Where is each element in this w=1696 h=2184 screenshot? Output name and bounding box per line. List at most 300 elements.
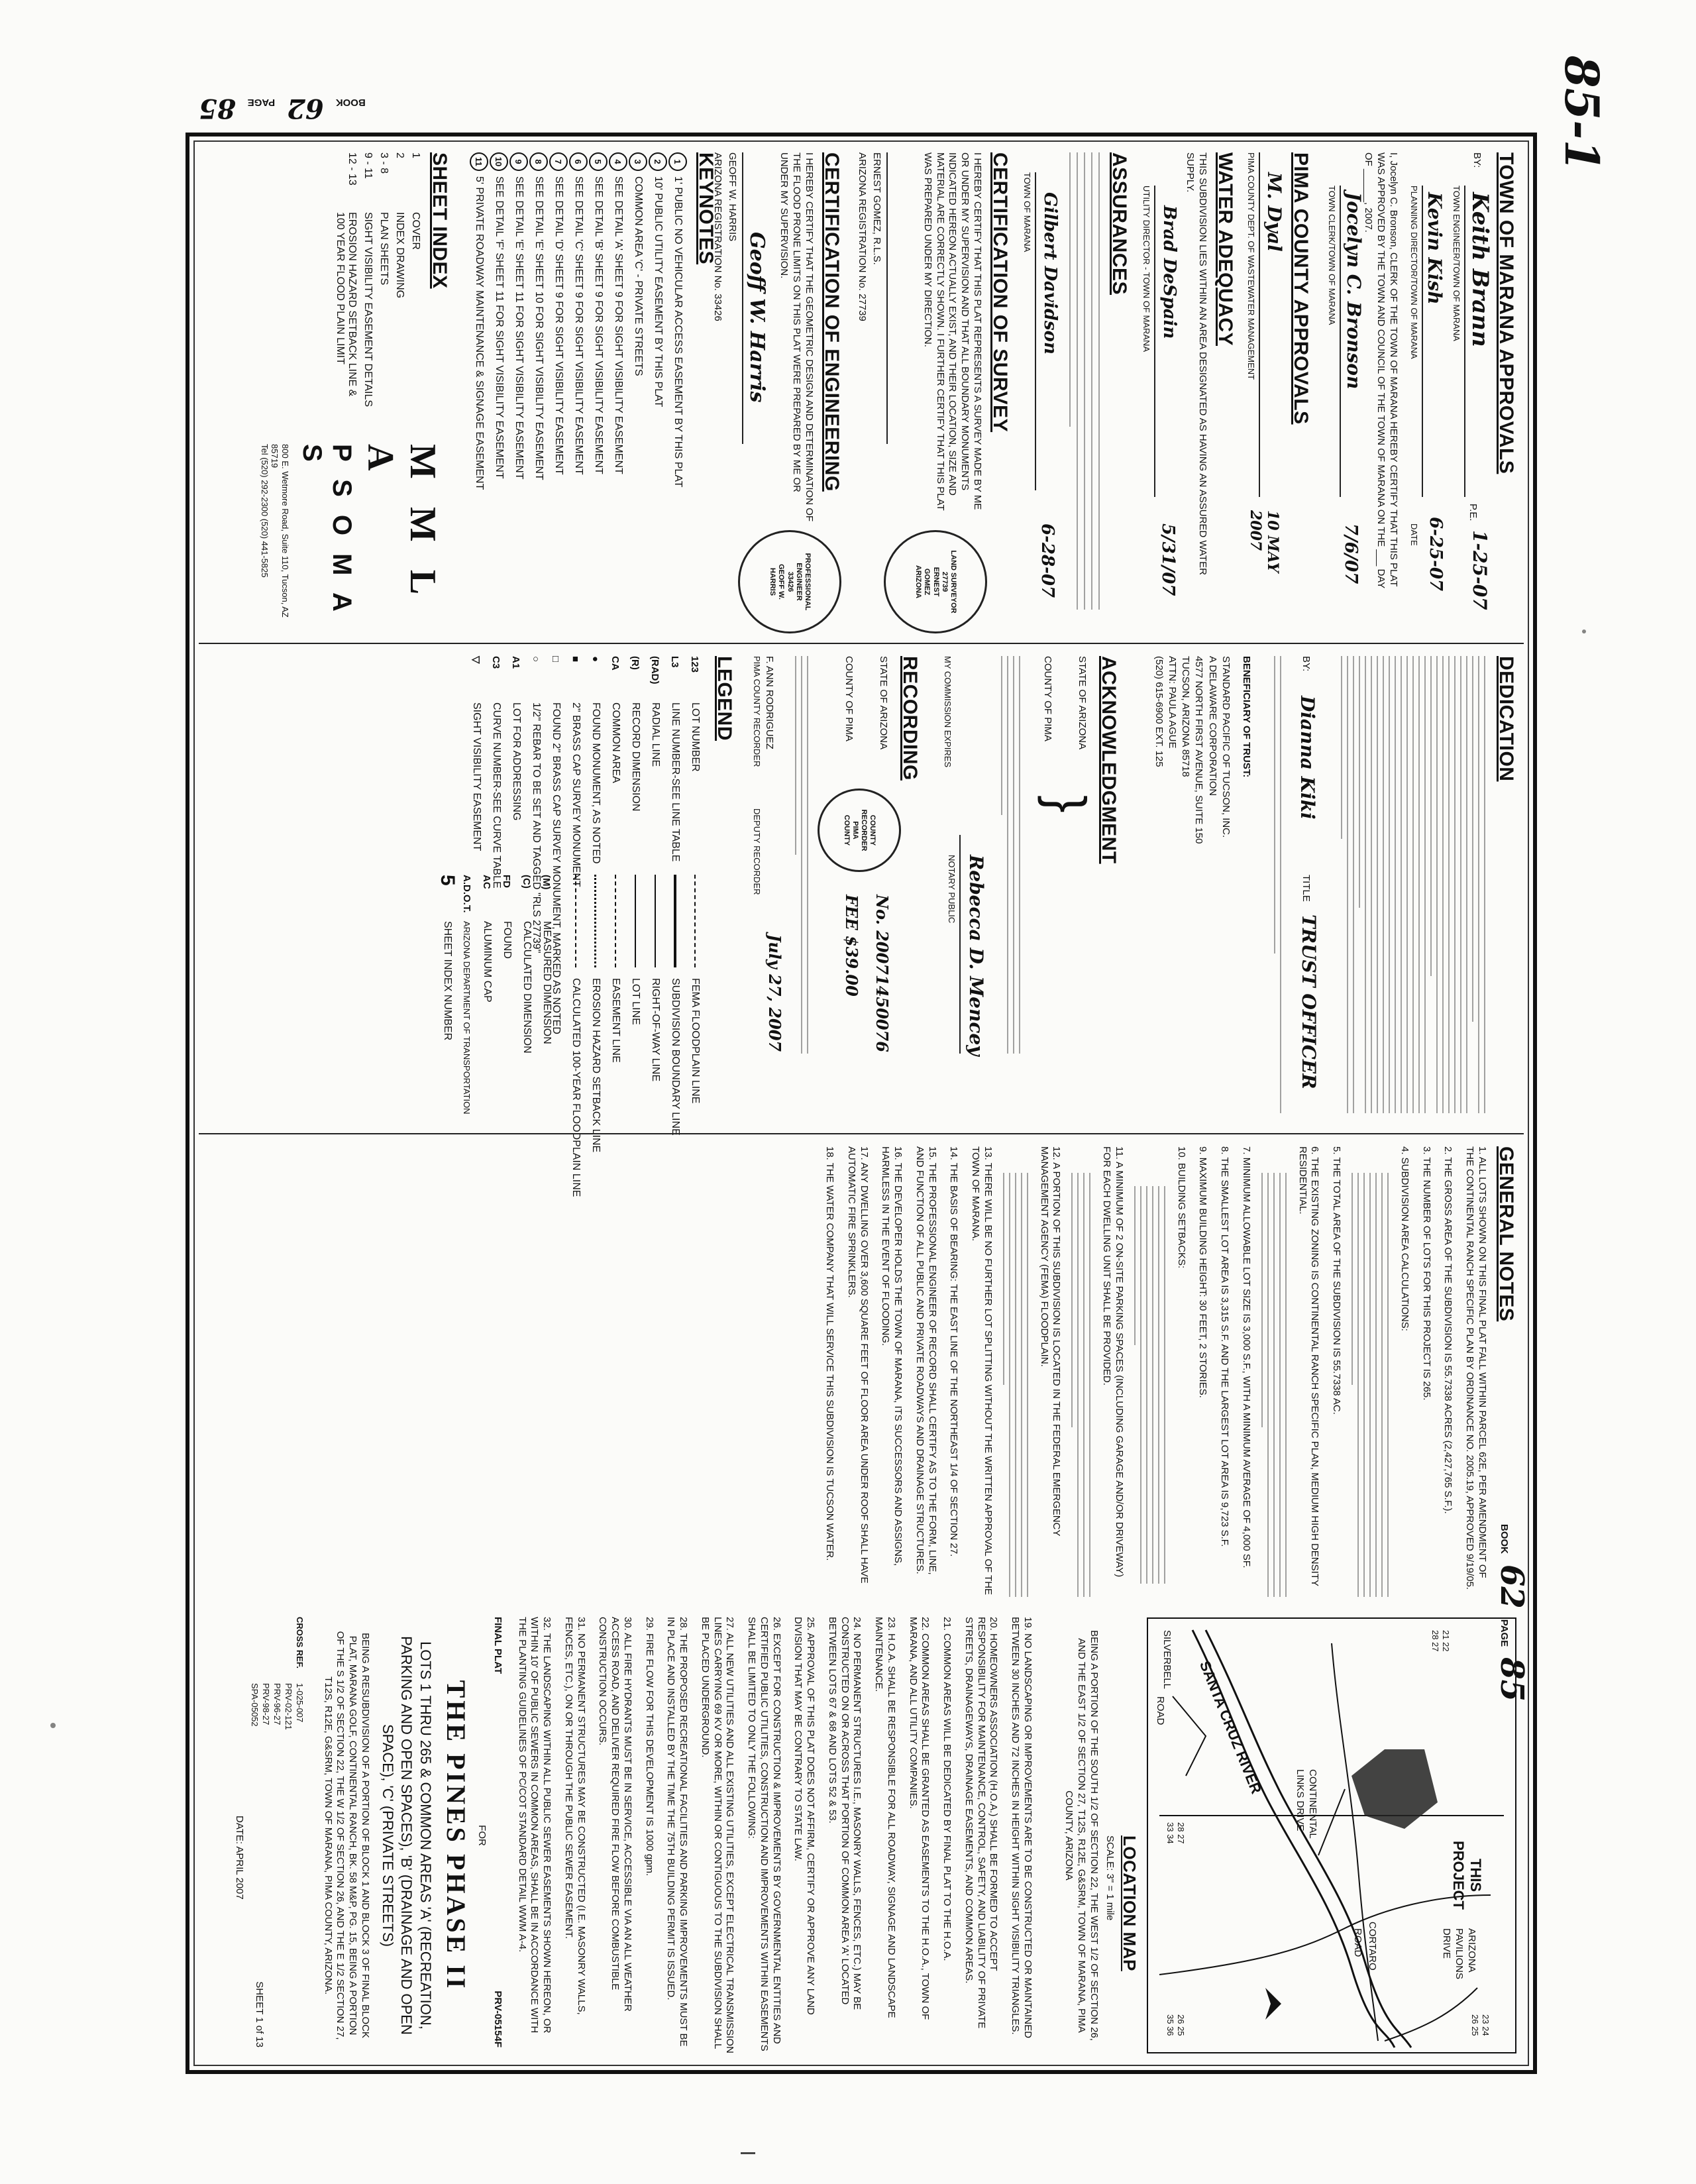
legend-symbol: ● [590,656,602,663]
legend-abbr-desc: ARIZONA DEPARTMENT OF TRANSPORTATION [462,921,472,1115]
beneficiary-line: (520) 615-6900 EXT. 125 [1153,656,1165,767]
legend-line-row [625,875,645,1126]
scan-speck [1582,629,1586,633]
legend-abbr: FD [501,875,513,888]
keynote-item [489,152,509,629]
legend-line-row [606,875,625,1126]
sig-line [1464,186,1465,497]
notes-19-32 [506,1617,1034,2054]
column-divider [199,643,1524,644]
town-engineer-label: TOWN ENGINEER/TOWN OF MARANA [1452,186,1461,341]
general-notes-section [814,1146,1518,1597]
keynote-item [648,152,668,629]
recording-fee: FEE $39.00 [842,895,861,997]
utility-signature: Brad DeSpain [1159,205,1179,339]
commission-label: MY COMMISSION EXPIRES [943,656,953,768]
road-label: ROAD [1155,1696,1166,1725]
clerk-signature: Jocelyn C. Bronson [1343,192,1365,390]
keynote-number-icon: 4 [609,152,627,171]
beneficiary-line: ATTN: PAULA AGUE [1167,656,1178,749]
engineer-signature: Keith Brann [1467,192,1493,347]
general-note: 21. COMMON AREAS WILL BE DEDICATED BY FINAL PLAT TO THE H.O.A. [941,1617,953,1961]
notary-label: NOTARY PUBLIC [947,855,957,924]
keynotes-section [469,152,717,629]
keynote-number-icon: 2 [649,152,667,171]
keynotes-title: KEYNOTES [695,152,717,265]
water-adequacy-text: THIS SUBDIVISION LIES WITHIN AN AREA DESIGNATED AS HAVING AN ASSURED WATER SUPPLY. [1185,152,1208,575]
legend-abbr-desc: ALUMINUM CAP [482,921,493,1003]
planning-signature: Kevin Kish [1424,192,1446,305]
general-note: 13. THERE WILL BE NO FURTHER LOT SPLITTING WITHOUT THE WRITTEN APPROVAL OF THE TOWN OF MARANA. [970,1146,994,1596]
cert-survey-title: CERTIFICATION OF SURVEY [989,152,1011,433]
beneficiary-line: 4577 NORTH FIRST AVENUE, SUITE 150 [1193,656,1205,844]
ack-title: ACKNOWLEDGMENT [1098,656,1120,864]
keynote-number-icon: 7 [549,152,568,171]
general-note: 1. ALL LOTS SHOWN ON THIS FINAL PLAT FALL WITHIN PARCEL 62E, PER AMENDMENT OF THE CONTINENTAL RANCH SPECIFIC PLAN BY ORDINANCE NO. 2005.19, APPROVED 9/19/05. [1464,1146,1488,1590]
recording-county: COUNTY OF PIMA [843,656,855,741]
area-calc-lines [1352,1173,1389,1597]
town-of-marana-label: TOWN OF MARANA [1022,172,1032,252]
legend-desc: LOT FOR ADDRESSING [511,702,522,821]
keynote-text: SEE DETAIL 'B' SHEET 9 FOR SIGHT VISIBILITY EASEMENT [593,176,604,474]
keynote-number-icon: 6 [569,152,588,171]
dedication-trust-text [1269,656,1281,1113]
date-label: DATE [1409,523,1419,546]
legend-abbr: 5 [437,875,458,886]
section-corner-tl: 21 22 28 27 [1430,1630,1451,1652]
legend-line-row [566,875,586,1197]
north-arrow-icon [1265,1988,1281,2020]
keynote-number-icon: 1 [668,152,687,171]
keynote-text: SEE DETAIL 'F' SHEET 11 FOR SIGHT VISIBILITY EASEMENT [494,176,505,479]
sheet-index-row [374,152,390,431]
keynote-text: SEE DETAIL 'C' SHEET 9 FOR SIGHT VISIBILITY EASEMENT [573,176,584,475]
bottom-page-number: 85 [1493,1657,1530,1702]
beneficiary-block [1152,656,1233,844]
sheet-index-row [358,152,374,431]
plat-lots: LOTS 1 THRU 265 & COMMON AREAS 'A' (RECREATION, PARKING AND OPEN SPACES), 'B' (DRAINAGE AND OPEN SPACE), 'C' (PRIVATE STREETS) [379,1636,434,2035]
recorder-title: PIMA COUNTY RECORDER [752,656,762,767]
cortaro-label: CORTARO [1367,1922,1378,1971]
bottom-book-stamp [1493,1524,1530,1702]
recording-state: STATE OF ARIZONA [878,656,889,750]
engineer-name: GEOFF W. HARRIS [727,152,738,242]
boundary-line-sample [674,875,676,967]
floodplain-line-sample [694,875,696,967]
sheet-index-num: 12 - 13 [346,152,358,186]
keynote-item [608,152,628,629]
cert-survey-text: I HEREBY CERTIFY THAT THIS PLAT REPRESENTS A SURVEY MADE BY ME OR UNDER MY SUPERVISION AND THAT ALL BOUNDARY MONUMENTS INDICATED HEREON ACTUALLY EXIST, AND THEIR LOCATION, SIZE AND MATERIAL ARE CORRECTLY SHOWN. I FURTHER CERTIFY THAT THIS PLAT WAS PREPARED UNDER MY DIRECTION. [922,152,983,511]
title-block [199,1617,504,2054]
legend-symbol: ○ [530,656,542,663]
recording-number: No. 20071450076 [873,895,892,1052]
legend-desc: RECORD DIMENSION [630,702,641,812]
section-corner-br: 26 25 35 36 [1165,2014,1186,2036]
general-note: 15. THE PROFESSIONAL ENGINEER OF RECORD SHALL CERTIFY AS TO THE FORM, LINE, AND FUNCTION OF ALL PUBLIC AND PRIVATE ROADWAYS AND DRAINAGE STRUCTURES. [914,1146,938,1575]
date3: 7/6/07 [1341,523,1361,584]
legend-line-row [586,875,606,1153]
final-plat-label: FINAL PLAT [492,1617,504,1674]
legend-abbr: (M) [541,875,553,890]
keynote-text: 5' PRIVATE ROADWAY MAINTENANCE & SIGNAGE EASEMENT [474,176,485,490]
legend-row [685,656,705,895]
legend-symbol: A1 [510,656,522,669]
parking-lines [1072,1173,1091,1597]
legend-abbr-row [457,875,477,1126]
cross-ref-item: 1-025-007 [295,1683,305,1723]
plat-sheet [186,133,1537,2074]
legend-abbr-desc: FOUND [502,921,513,959]
sheet-index-num: 9 - 11 [362,152,374,179]
section-corner-tr: 23 24 26 25 [1470,2014,1491,2036]
legend-desc: CURVE NUMBER-SEE CURVE TABLE [491,702,502,889]
cross-ref-item: PRV-02-121 [284,1683,294,1730]
general-note: 10. BUILDING SETBACKS: [1175,1146,1187,1269]
pima-signature: M. Dyal [1263,172,1285,252]
location-map-caption: BEING A PORTION OF THE SOUTH 1/2 OF SECTION 22, THE WEST 1/2 OF SECTION 26, AND THE EAST 1/2 OF SECTION 27, T12S, R12E, G&SRM, TOWN OF MARANA, PIMA COUNTY, ARIZONA [1063,1630,1100,2041]
firm-address: 800 E. Wetmore Road, Suite 110, Tucson, AZ 85719 [270,444,290,618]
legend-line-desc: EROSION HAZARD SETBACK LINE [590,978,602,1153]
title-label: TITLE [1300,875,1312,902]
pe-label: P.E. [1467,504,1479,521]
sheet-index-desc: COVER [410,212,421,250]
legend-line-desc: EASEMENT LINE [610,978,621,1063]
continental-label: CONTINENTAL LINKS DRIVE [1295,1769,1318,1839]
general-note: 18. THE WATER COMPANY THAT WILL SERVICE THIS SUBDIVISION IS TUCSON WATER. [824,1146,836,1561]
location-map-title: LOCATION MAP [1120,1835,1140,1971]
general-note: 8. THE SMALLEST LOT AREA IS 3,315 S.F. AND THE LARGEST LOT AREA IS 9,723 S.F. [1219,1146,1231,1547]
ack-county: COUNTY OF PIMA [1042,656,1053,741]
top-page-label: PAGE [247,97,276,108]
sig-line [959,835,961,1054]
setback-lines [1134,1186,1165,1584]
top-book-label: BOOK [335,97,366,108]
sheet-index-title: SHEET INDEX [429,152,450,289]
legend-symbol: ▽ [470,656,482,664]
legend-desc: 2" BRASS CAP SURVEY MONUMENT [570,702,582,887]
location-map [1053,1617,1517,2054]
general-note: 26. EXCEPT FOR CONSTRUCTION & IMPROVEMENTS BY GOVERNMENTAL ENTITIES AND CERTIFIED PUBLIC UTILITIES, CONSTRUCTION AND IMPROVEMENTS WITHIN EASEMENTS SHALL BE LIMITED TO ONLY THE FOLLOWING: [746,1617,782,2051]
legend-abbr: AC [481,875,493,889]
legend-line-desc: FEMA FLOODPLAIN LINE [690,978,701,1104]
legend-row [566,656,586,895]
sheet-index-section [331,152,450,431]
sheet-index-num: 3 - 8 [378,152,390,174]
section-corner-bl: 28 27 33 34 [1165,1822,1186,1844]
general-note: 31. NO PERMANENT STRUCTURES MAY BE CONSTRUCTED (I.E. MASONRY WALLS, FENCES, ETC.), ON OR THROUGH THE PUBLIC SEWER EASEMENT. [563,1617,587,2015]
easement-line-sample [615,875,616,967]
for-label: FOR [476,1825,488,1846]
engineer-seal: PROFESSIONAL ENGINEER 33426 GEOFF W. HARRIS [738,530,841,633]
keynote-text: 10' PUBLIC UTILITY EASEMENT BY THIS PLAT [653,176,664,408]
silverbell-label: SILVERBELL [1161,1630,1173,1689]
beneficiary-line: A DELAWARE CORPORATION [1206,656,1218,796]
deputy-label: DEPUTY RECORDER [752,808,762,895]
sig-line [1154,186,1155,497]
keynote-number-icon: 9 [509,152,528,171]
legend-line-desc: SUBDIVISION BOUNDARY LINE [670,978,681,1136]
legend-symbol: 123 [689,656,701,673]
keynote-number-icon: 3 [629,152,647,171]
ack-state: STATE OF ARIZONA [1077,656,1088,750]
keynote-text: COMMON AREA 'C' - PRIVATE STREETS [633,176,644,376]
general-note: 19. NO LANDSCAPING OR IMPROVEMENTS ARE TO BE CONSTRUCTED OR MAINTAINED BETWEEN 30 INCHES AND 72 INCHES IN HEIGHT WITHIN SIGHT VISIBILITY TRIANGLES. [1010,1617,1034,2038]
general-note: 3. THE NUMBER OF LOTS FOR THIS PROJECT IS 265. [1420,1146,1432,1401]
legend-row [466,656,486,895]
by-label-dedication: BY: [1300,656,1312,672]
legend-abbr-row [477,875,497,1126]
date2: 6-25-07 [1426,517,1446,592]
keynote-item [529,152,549,629]
recorder-seal: COUNTY RECORDER PIMA COUNTY [818,789,901,872]
legend-desc: RADIAL LINE [650,702,661,767]
legend-desc: FOUND 2" BRASS CAP SURVEY MONUMENT, MARKED AS NOTED [551,702,562,1034]
legend-abbr-row [517,875,537,1126]
general-note: 5. THE TOTAL AREA OF THE SUBDIVISION IS 55.7338 AC. [1331,1146,1343,1415]
legend-abbr-row [497,875,517,1126]
keynote-number-icon: 5 [589,152,608,171]
keynote-number-icon: 8 [529,152,548,171]
legend-desc: LOT NUMBER [690,702,701,772]
keynote-text: 1' PUBLIC NO VEHICULAR ACCESS EASEMENT BY THIS PLAT [672,176,684,488]
general-note: 2. THE GROSS AREA OF THE SUBDIVISION IS 55.7338 ACRES (2,427,765 S.F.). [1442,1146,1454,1514]
legend-abbr-row [537,875,556,1126]
keynote-item [469,152,489,629]
legend-row [665,656,685,895]
firm-name-mmla: M M L A [360,444,443,602]
legend-abbr-desc: MEASURED DIMENSION [541,921,553,1044]
pavilions-label: ARIZONA PAVILIONS DRIVE [1441,1928,1477,1979]
legend-symbol: (R) [629,656,641,670]
general-note: 25. APPROVAL OF THIS PLAT DOES NOT AFFIRM, CERTIFY OR APPROVE ANY LAND DIVISION THAT MAY BE CONTRARY TO STATE LAW. [792,1617,817,2015]
keynote-number-icon: 10 [490,152,508,171]
cross-ref-label: CROSS REF. [295,1617,305,1669]
general-note: 29. FIRE FLOW FOR THIS DEVELOPMENT IS 1000 gpm. [643,1617,655,1877]
legend-symbol: L3 [669,656,681,668]
sig-line [1422,186,1423,497]
lot-line-sample [635,875,636,967]
recording-title: RECORDING [899,656,921,781]
this-project-label: THIS PROJECT [1450,1841,1484,1910]
general-note: 32. THE LANDSCAPING WITHIN ALL PUBLIC SEWER EASEMENTS SHOWN HEREON, OR WITHIN 10' OF PUBLIC SEWERS IN COMMON AREAS, SHALL BE IN ACCORDANCE WITH THE PLANTING GUIDELINES OF PC/COT STANDARD DETAIL WWM A-4. [516,1617,553,2034]
firm-name-psomas: P S O M A S [297,444,356,616]
legend-desc: FOUND MONUMENT, AS NOTED [590,702,602,864]
keynote-item [568,152,588,629]
legend-abbr-desc: CALCULATED DIMENSION [521,921,533,1054]
handwritten-sheet-ref: 85-1 [1554,55,1610,172]
sheet-index-num: 2 [394,152,405,158]
plat-name: THE PINES PHASE II [441,1680,471,1991]
firm-block [259,444,444,643]
general-note: 7. MINIMUM ALLOWABLE LOT SIZE IS 3,000 S.F., WITH A MINIMUM AVERAGE OF 4,000 SF. [1241,1146,1252,1568]
legend-line-desc: RIGHT-OF-WAY LINE [650,978,661,1082]
legend-line-row [645,875,665,1126]
sheet-index-row [390,152,405,431]
surveyor-reg: ARIZONA REGISTRATION No. 27739 [857,152,868,321]
sig-line [742,152,743,444]
cert-eng-text: I HEREBY CERTIFY THAT THE GEOMETRIC DESIGN AND DETERMINATION OF THE FLOOD PRONE LIMITS ON THIS PLAT WERE PREPARED BY ME OR UNDER MY SUPERVISION. [778,152,815,522]
dedication-section [437,656,1517,1197]
legend-symbol: CA [610,656,621,671]
general-note: 27. ALL NEW UTILITIES AND ALL EXISTING UTILITIES, EXCEPT ELECTRICAL TRANSMISSION LINES CARRYING 69 KV OR MORE, WITHIN OR CONTIGUOUS TO THE SUBDIVISION SHALL BE PLACED UNDERGROUND. [700,1617,736,2053]
general-note: 9. MAXIMUM BUILDING HEIGHT: 30 FEET, 2 STORIES. [1197,1146,1209,1398]
legend-desc: COMMON AREA [610,702,621,783]
bottom-page-label: PAGE [1499,1619,1510,1647]
row-line-sample [655,875,656,967]
sheet-index-desc: PLAN SHEETS [378,212,390,286]
keynote-item [668,152,688,629]
cross-ref-item: PRV-98-27 [261,1683,272,1725]
legend-row [606,656,625,895]
general-note: 16. THE DEVELOPER HOLDS THE TOWN OF MARANA, ITS SUCCESSORS AND ASSIGNS, HARMLESS IN THE EVENT OF FLOODING. [880,1146,904,1566]
legend-row [586,656,606,895]
assurances-text [1063,152,1100,610]
sheet-index-num: 1 [410,152,421,158]
sig-line [886,152,888,444]
keynote-item [509,152,529,629]
cross-ref-list [249,1683,305,1730]
top-book-stamp [199,93,366,124]
keynote-number-icon: 11 [470,152,488,171]
legend-row [486,656,506,895]
legend-abbr-desc: SHEET INDEX NUMBER [442,921,453,1041]
legend-abbr: A.D.O.T. [461,875,473,913]
floodplain-lines [1003,1173,1028,1597]
town-clerk-label: TOWN CLERK/TOWN OF MARANA [1327,186,1337,325]
firm-phone: Tel (520) 292-2300 (520) 441-5825 [259,444,270,578]
brace-icon: } [1037,795,1096,813]
by-label: BY: [1471,152,1483,168]
pima-wastewater-label: PIMA COUNTY DEPT. OF WASTEWATER MANAGEMENT [1246,152,1256,380]
dedication-text [1336,656,1485,1113]
erosion-line-sample [595,875,597,967]
legend-line-row [685,875,705,1126]
density-lines [1261,1173,1287,1597]
plat-date: DATE: APRIL 2007 [234,1816,245,1900]
beneficiary-line: STANDARD PACIFIC OF TUCSON, INC. [1220,656,1232,838]
keynote-text: SEE DETAIL 'A' SHEET 9 FOR SIGHT VISIBILITY EASEMENT [613,176,624,474]
legend-symbol: (RAD) [649,656,661,684]
keynote-text: SEE DETAIL 'D' SHEET 9 FOR SIGHT VISIBILITY EASEMENT [553,176,564,475]
cortaro-road-label: ROAD [1352,1928,1363,1957]
general-note: 22. COMMON AREAS SHALL BE GRANTED AS EASEMENTS TO THE H.O.A., TOWN OF MARANA, AND ALL UTILITY COMPANIES. [907,1617,931,2020]
keynote-text: SEE DETAIL 'E' SHEET 10 FOR SIGHT VISIBILITY EASEMENT [533,176,545,480]
recording-date: July 27, 2007 [765,934,784,1052]
recorder-name: F. ANN RODRIGUEZ [764,656,775,749]
general-note: 30. ALL FIRE HYDRANTS MUST BE IN SERVICE, ACCESSIBLE VIA AN ALL WEATHER ACCESS ROAD, AND DELIVER REQUIRED FIRE FLOW BEFORE COMBUSTIBLE CONSTRUCTION OCCURS. [597,1617,633,2012]
legend-abbr: (C) [521,875,533,889]
top-page-number: 85 [199,93,236,124]
general-note: 23. H.O.A. SHALL BE RESPONSIBLE FOR ALL ROADWAY, SIGNAGE AND LANDSCAPE MAINTENANCE. [873,1617,897,2018]
sheet-index-desc: INDEX DRAWING [394,212,405,299]
sig-line [1035,172,1036,490]
bottom-book-number: 62 [1493,1564,1530,1609]
cert-eng-title: CERTIFICATION OF ENGINEERING [821,152,843,492]
assurances-title: ASSURANCES [1108,152,1130,296]
general-note: 14. THE BASIS OF BEARING: THE EAST LINE OF THE NORTHEAST 1/4 OF SECTION 27. [948,1146,960,1557]
beneficiary-title: BENEFICIARY OF TRUST: [1241,656,1252,778]
calc-floodplain-line-sample [575,875,576,967]
sheet-index-desc: SIGHT VISIBILITY EASEMENT DETAILS [362,212,374,408]
project-area [1352,1749,1438,1829]
trust-officer-signature: Dianna Kiki [1297,696,1318,820]
legend-title: LEGEND [714,656,735,741]
sheet-number: SHEET 1 of 13 [254,1981,265,2048]
keynote-item [588,152,608,629]
keynote-item [628,152,648,629]
general-note: 20. HOMEOWNERS ASSOCIATION (H.O.A.) SHALL BE FORMED TO ACCEPT RESPONSIBILITY FOR MAINTENANCE, CONTROL, SAFETY, AND LIABILITY OF PRIVATE STREETS, DRAINAGEWAYS, DRAINAGE EASEMENTS, AND COMMON AREAS. [963,1617,1000,2029]
general-note: 17. ANY DWELLING OVER 3,600 SQUARE FEET OF FLOOR AREA UNDER ROOF SHALL HAVE AUTOMATIC FIRE SPRINKLERS. [846,1146,870,1584]
general-note: 24. NO PERMANENT STRUCTURES I.E., MASONRY WALLS, FENCES, ETC.) MAY BE CONSTRUCTED ON OR ACROSS THAT PORTION OF COMMON AREA 'A' LOCATED BETWEEN LOTS 67 & 68 AND LOTS 52 & 53. [827,1617,863,2010]
cross-ref-item: PRV-96-27 [272,1683,283,1725]
general-notes-title: GENERAL NOTES [1495,1146,1517,1322]
dedication-title: DEDICATION [1495,656,1517,782]
utility-director-label: UTILITY DIRECTOR - TOWN OF MARANA [1141,186,1151,353]
legend-row [645,656,665,895]
keynote-item [549,152,568,629]
legend-lines [437,875,705,1197]
date4: 10 MAY 2007 [1247,510,1281,573]
column-divider [199,1133,1524,1134]
legend-desc: 1/2" REBAR TO BE SET AND TAGGED "RLS 27739" [531,702,542,954]
legend-row [526,656,546,954]
sig-line [1259,152,1260,497]
notary-signature: Rebecca D. Mencey [965,855,987,1056]
legend-desc: SIGHT VISIBILITY EASEMENT [471,702,482,851]
planning-director-label: PLANNING DIRECTOR/TOWN OF MARANA [1409,186,1419,359]
prv-number: PRV-05154F [492,1991,504,2048]
sheet-index-row [405,152,421,431]
sheet-index-desc: EROSION HAZARD SETBACK LINE & 100 YEAR FLOOD PLAIN LIMIT [335,212,358,397]
ack-text [996,656,1020,1054]
water-adequacy-title: WATER ADEQUACY [1214,152,1236,346]
legend-row [625,656,645,895]
pima-approvals-title: PIMA COUNTY APPROVALS [1290,152,1312,425]
top-book-number: 62 [287,93,324,124]
date1: 1-25-07 [1469,530,1491,610]
recording-text [790,656,808,1054]
surveyor-name: ERNEST GOMEZ, R.L.S. [871,152,882,265]
legend-abbr-row [437,875,457,1126]
town-signature: Gilbert Davidson [1040,192,1060,355]
edge-mark [741,2152,755,2154]
keynote-text: SEE DETAIL 'E' SHEET 11 FOR SIGHT VISIBILITY EASEMENT [513,176,525,480]
cross-ref-item: SPA-05052 [250,1683,260,1727]
engineer-cert-signature: Geoff W. Harris [745,232,768,403]
plat-resubdivision: BEING A RESUBDIVISION OF A PORTION OF BLOCK 1 AND BLOCK 3 OF FINAL BLOCK PLAT, MARANA GOLF, CONTINENTAL RANCH, BK. 58 M&P, PG. 15, BEING A PORTION OF THE S 1/2 OF SECTION 22, THE W 1/2 OF SECTION 26, AND THE E 1/2 SECTION 27, T12S, R12E, G&SRM, TOWN OF MARANA, PIMA COUNTY, ARIZONA. [322,1631,371,2040]
sig-line [1340,186,1341,497]
general-note: 12. A PORTION OF THIS SUBDIVISION IS LOCATED IN THE FEDERAL EMERGENCY MANAGEMENT AGENCY (FEMA) FLOODPLAIN. [1038,1146,1063,1537]
general-note: 4. SUBDIVISION AREA CALCULATIONS: [1399,1146,1410,1331]
trust-officer-title: TRUST OFFICER [1298,914,1320,1089]
location-map-scale: SCALE: 3" = 1 mile [1104,1835,1116,1921]
date5: 5/31/07 [1158,523,1178,596]
general-note: 28. THE PROPOSED RECREATIONAL FACILITIES AND PARKING IMPROVEMENTS MUST BE IN PLACE AND INSTALLED BY THE TIME THE 75TH BUILDING PERMIT IS ISSUED. [665,1617,690,2047]
marana-approvals-title: TOWN OF MARANA APPROVALS [1495,152,1517,474]
scan-speck [50,1723,56,1728]
clerk-certify-text: I, Jocelyn C. Bronson, CLERK OF THE TOWN OF MARANA HEREBY CERTIFY THAT THIS PLAT WAS APPROVED BY THE TOWN AND COUNCIL OF THE TOWN OF MARANA ON THE ___ DAY OF ______, 2007. [1363,152,1399,588]
legend-symbol: ■ [570,656,582,663]
general-note: 6. THE EXISTING ZONING IS CONTINENTAL RANCH SPECIFIC PLAN, MEDIUM HIGH DENSITY RESIDENTIAL. [1297,1146,1321,1586]
river-label: SANTA CRUZ RIVER [1196,1658,1265,1796]
legend-symbol: □ [550,656,562,663]
legend-line-desc: CALCULATED 100-YEAR FLOODPLAIN LINE [570,978,582,1197]
legend-row [506,656,526,895]
legend-desc: LINE NUMBER-SEE LINE TABLE [670,702,681,862]
legend-line-row [665,875,685,1136]
sheet-index-row [331,152,358,431]
surveyor-seal: LAND SURVEYOR 27739 ERNEST GOMEZ ARIZONA [884,530,987,633]
